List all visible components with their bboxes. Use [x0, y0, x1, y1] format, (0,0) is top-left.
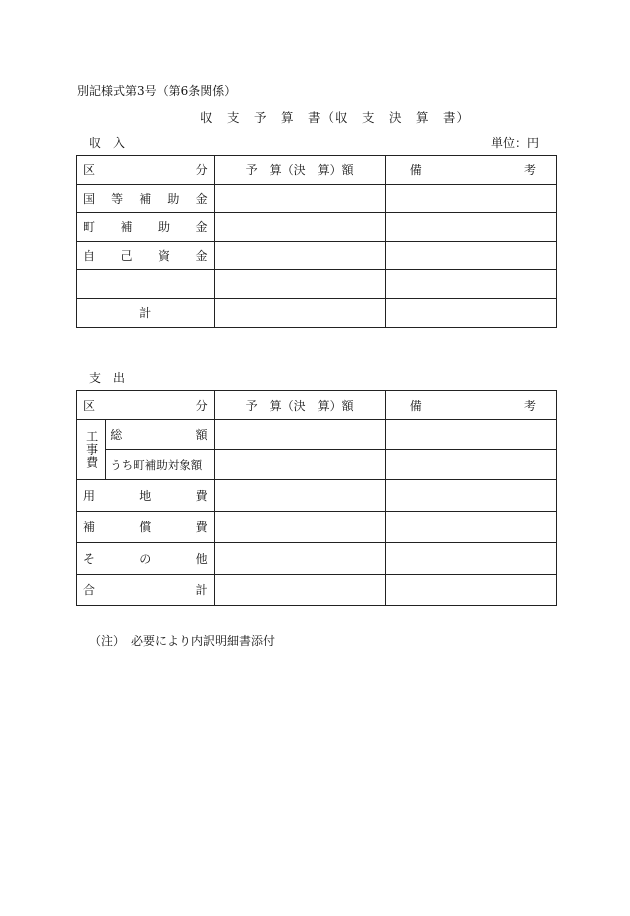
expense-header-row — [77, 391, 557, 420]
income-table — [76, 155, 557, 328]
remarks-cell[interactable] — [385, 543, 556, 575]
expense-total-row — [77, 574, 557, 606]
amount-cell[interactable] — [214, 213, 385, 242]
table-row — [77, 241, 557, 270]
amount-cell[interactable] — [214, 574, 385, 606]
income-header-row — [77, 156, 557, 185]
remarks-cell[interactable] — [385, 511, 556, 543]
amount-cell[interactable] — [214, 450, 385, 480]
expense-category-compensation: 補 償 費 — [77, 511, 215, 543]
construction-cost-group-label: 工事費 — [77, 420, 106, 480]
expense-heading: 支 出 — [89, 371, 126, 385]
income-category-national-subsidy: 国 等 補 助 金 — [77, 184, 215, 213]
unit-label: 単位：円 — [491, 136, 540, 150]
remarks-cell[interactable] — [385, 420, 556, 450]
income-heading: 収 入 — [89, 136, 126, 150]
category-header: 区 分 — [77, 391, 215, 420]
amount-cell[interactable] — [214, 270, 385, 299]
table-row — [77, 420, 557, 450]
note-text: （注） 必要により内訳明細書添付 — [89, 634, 276, 648]
table-row — [77, 270, 557, 299]
table-row — [77, 213, 557, 242]
amount-header: 予 算（決 算）額 — [214, 391, 385, 420]
remarks-cell[interactable] — [385, 480, 556, 512]
remarks-header: 備 考 — [385, 156, 556, 185]
remarks-cell[interactable] — [385, 298, 556, 327]
amount-cell[interactable] — [214, 511, 385, 543]
amount-cell[interactable] — [214, 298, 385, 327]
amount-cell[interactable] — [214, 420, 385, 450]
remarks-cell[interactable] — [385, 213, 556, 242]
remarks-cell[interactable] — [385, 450, 556, 480]
form-label: 別記様式第3号（第6条関係） — [77, 84, 237, 98]
income-total-label: 計 — [77, 298, 215, 327]
expense-table — [76, 390, 557, 606]
amount-cell[interactable] — [214, 480, 385, 512]
amount-cell[interactable] — [214, 543, 385, 575]
remarks-cell[interactable] — [385, 574, 556, 606]
amount-header: 予 算（決 算）額 — [214, 156, 385, 185]
income-category-blank[interactable] — [77, 270, 215, 299]
table-row — [77, 511, 557, 543]
document-title: 収 支 予 算 書（収 支 決 算 書） — [200, 110, 471, 125]
income-category-own-funds: 自 己 資 金 — [77, 241, 215, 270]
expense-category-land: 用 地 費 — [77, 480, 215, 512]
income-category-town-subsidy: 町 補 助 金 — [77, 213, 215, 242]
table-row — [77, 480, 557, 512]
amount-cell[interactable] — [214, 241, 385, 270]
remarks-cell[interactable] — [385, 270, 556, 299]
remarks-header: 備 考 — [385, 391, 556, 420]
expense-total-label: 合 計 — [77, 574, 215, 606]
construction-subsidized-label: うち町補助対象額 — [106, 450, 214, 480]
remarks-cell[interactable] — [385, 241, 556, 270]
amount-cell[interactable] — [214, 184, 385, 213]
category-header: 区 分 — [77, 156, 215, 185]
expense-category-other: そ の 他 — [77, 543, 215, 575]
table-row — [77, 184, 557, 213]
income-total-row — [77, 298, 557, 327]
table-row — [77, 543, 557, 575]
table-row — [77, 450, 557, 480]
construction-total-label: 総 額 — [106, 420, 214, 450]
remarks-cell[interactable] — [385, 184, 556, 213]
